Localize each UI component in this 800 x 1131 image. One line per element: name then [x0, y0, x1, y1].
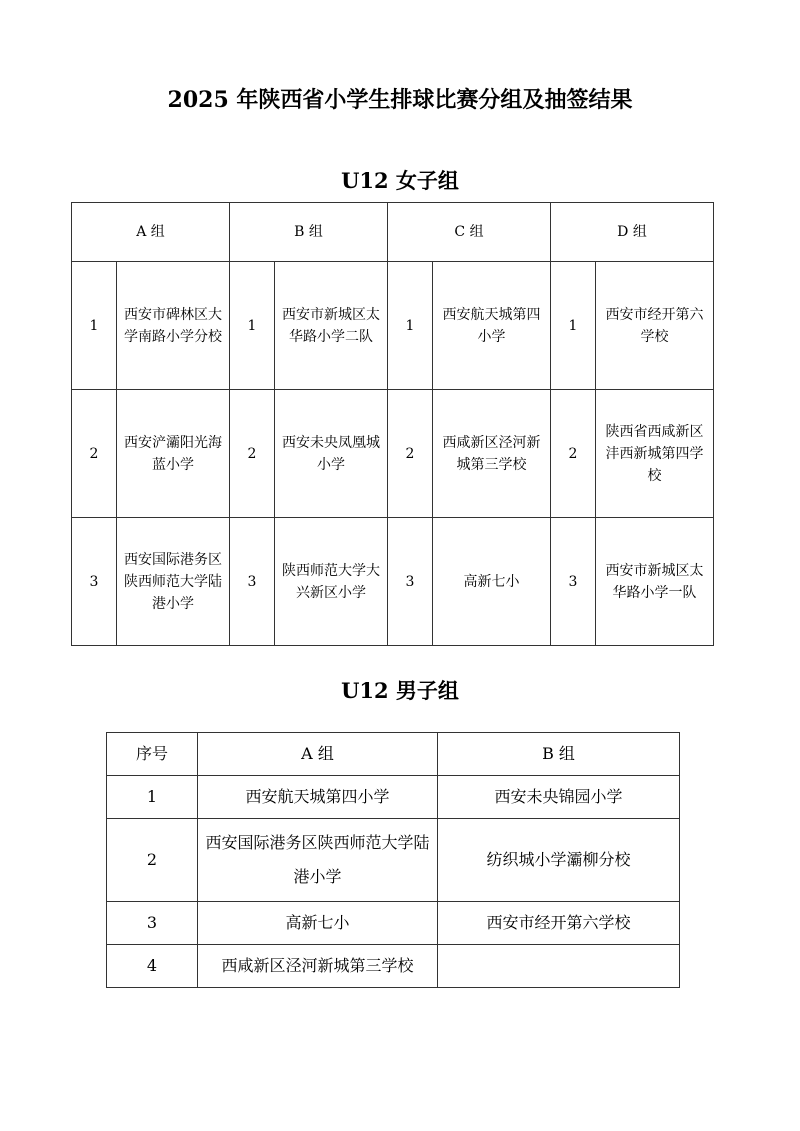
girls-c-team: 高新七小: [433, 518, 551, 646]
girls-d-team: 西安市新城区太华路小学一队: [596, 518, 714, 646]
girls-c-team: 西咸新区泾河新城第三学校: [433, 390, 551, 518]
girls-a-seed: 3: [72, 518, 117, 646]
girls-b-team: 陕西师范大学大兴新区小学: [275, 518, 388, 646]
girls-group-d-header: D 组: [551, 203, 714, 262]
table-row: [107, 902, 680, 945]
girls-b-seed: 2: [230, 390, 275, 518]
table-row: [72, 518, 714, 646]
document-title: 2025 年陕西省小学生排球比赛分组及抽签结果: [167, 87, 633, 113]
boys-seq: 2: [107, 819, 198, 902]
boys-a-team: 西咸新区泾河新城第三学校: [198, 945, 438, 988]
u12-boys-title: U12 男子组: [341, 678, 459, 703]
girls-d-seed: 1: [551, 262, 596, 390]
girls-d-team: 陕西省西咸新区沣西新城第四学校: [596, 390, 714, 518]
boys-a-team: 高新七小: [198, 902, 438, 945]
table-row: [72, 390, 714, 518]
table-row: [72, 262, 714, 390]
boys-seq: 3: [107, 902, 198, 945]
girls-c-seed: 2: [388, 390, 433, 518]
girls-d-seed: 2: [551, 390, 596, 518]
girls-a-team: 西安浐灞阳光海蓝小学: [117, 390, 230, 518]
boys-b-team: [438, 945, 680, 988]
table-row: [107, 776, 680, 819]
girls-d-team: 西安市经开第六学校: [596, 262, 714, 390]
girls-header-row: [72, 203, 714, 262]
u12-girls-table: [71, 202, 714, 646]
table-row: [107, 819, 680, 902]
girls-group-b-header: B 组: [230, 203, 388, 262]
u12-boys-table: [106, 732, 680, 988]
girls-c-team: 西安航天城第四小学: [433, 262, 551, 390]
girls-b-team: 西安市新城区太华路小学二队: [275, 262, 388, 390]
girls-group-a-header: A 组: [72, 203, 230, 262]
boys-group-a-header: A 组: [198, 733, 438, 776]
girls-b-seed: 1: [230, 262, 275, 390]
table-row: [107, 945, 680, 988]
girls-c-seed: 3: [388, 518, 433, 646]
boys-b-team: 纺织城小学灞柳分校: [438, 819, 680, 902]
girls-d-seed: 3: [551, 518, 596, 646]
girls-a-team: 西安市碑林区大学南路小学分校: [117, 262, 230, 390]
girls-a-team: 西安国际港务区陕西师范大学陆港小学: [117, 518, 230, 646]
u12-girls-title: U12 女子组: [341, 168, 459, 193]
boys-group-b-header: B 组: [438, 733, 680, 776]
boys-a-team: 西安国际港务区陕西师范大学陆港小学: [198, 819, 438, 902]
boys-seq: 4: [107, 945, 198, 988]
girls-b-seed: 3: [230, 518, 275, 646]
boys-b-team: 西安市经开第六学校: [438, 902, 680, 945]
girls-b-team: 西安未央凤凰城小学: [275, 390, 388, 518]
boys-seq: 1: [107, 776, 198, 819]
boys-a-team: 西安航天城第四小学: [198, 776, 438, 819]
girls-a-seed: 2: [72, 390, 117, 518]
boys-header-row: [107, 733, 680, 776]
girls-c-seed: 1: [388, 262, 433, 390]
boys-b-team: 西安未央锦园小学: [438, 776, 680, 819]
boys-seq-header: 序号: [107, 733, 198, 776]
girls-a-seed: 1: [72, 262, 117, 390]
girls-group-c-header: C 组: [388, 203, 551, 262]
